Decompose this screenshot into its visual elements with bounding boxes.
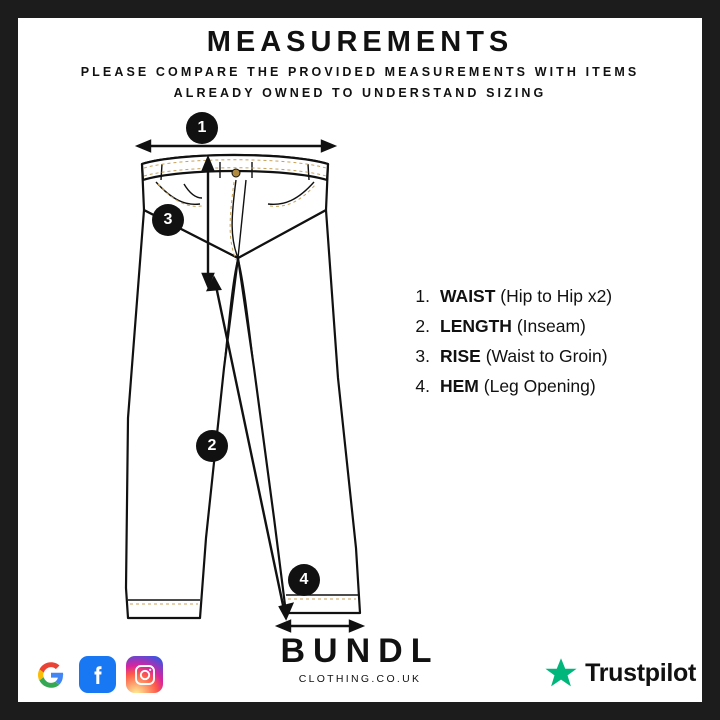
legend-detail: (Inseam) <box>516 316 586 336</box>
legend-name: HEM <box>440 376 479 396</box>
legend-number: 3. <box>415 346 430 366</box>
brand-name: BUNDL <box>280 632 440 670</box>
white-canvas <box>18 18 702 702</box>
legend-item-hem <box>400 376 690 397</box>
instagram-icon[interactable] <box>126 656 163 693</box>
callout-badge-3: 3 <box>152 204 184 236</box>
google-icon[interactable] <box>32 656 69 693</box>
callout-badge-2: 2 <box>196 430 228 462</box>
trustpilot-badge[interactable] <box>544 656 696 690</box>
legend-item-rise <box>400 346 690 367</box>
legend-label <box>440 286 612 307</box>
legend-item-length <box>400 316 690 337</box>
trustpilot-label: Trustpilot <box>585 658 696 687</box>
legend-detail: (Waist to Groin) <box>485 346 608 366</box>
legend-detail: (Leg Opening) <box>483 376 596 396</box>
measurement-legend <box>400 286 690 406</box>
legend-item-waist <box>400 286 690 307</box>
trustpilot-star-icon <box>544 656 578 690</box>
legend-label <box>440 346 608 367</box>
legend-number: 1. <box>415 286 430 306</box>
social-links <box>32 656 163 693</box>
page-title: MEASUREMENTS <box>206 26 514 58</box>
jeans-diagram <box>88 118 418 643</box>
brand-website: CLOTHING.CO.UK <box>298 673 422 685</box>
legend-name: RISE <box>440 346 481 366</box>
legend-detail: (Hip to Hip x2) <box>500 286 613 306</box>
legend-number: 4. <box>415 376 430 396</box>
callout-badge-1: 1 <box>186 112 218 144</box>
facebook-icon[interactable] <box>79 656 116 693</box>
legend-name: WAIST <box>440 286 496 306</box>
legend-label <box>440 316 586 337</box>
legend-label <box>440 376 596 397</box>
callout-badge-4: 4 <box>288 564 320 596</box>
legend-name: LENGTH <box>440 316 512 336</box>
page-subtitle: PLEASE COMPARE THE PROVIDED MEASUREMENTS WITH ITEMS ALREADY OWNED TO UNDERSTAND SIZING <box>80 65 640 100</box>
legend-number: 2. <box>415 316 430 336</box>
brand-logo <box>240 632 480 685</box>
